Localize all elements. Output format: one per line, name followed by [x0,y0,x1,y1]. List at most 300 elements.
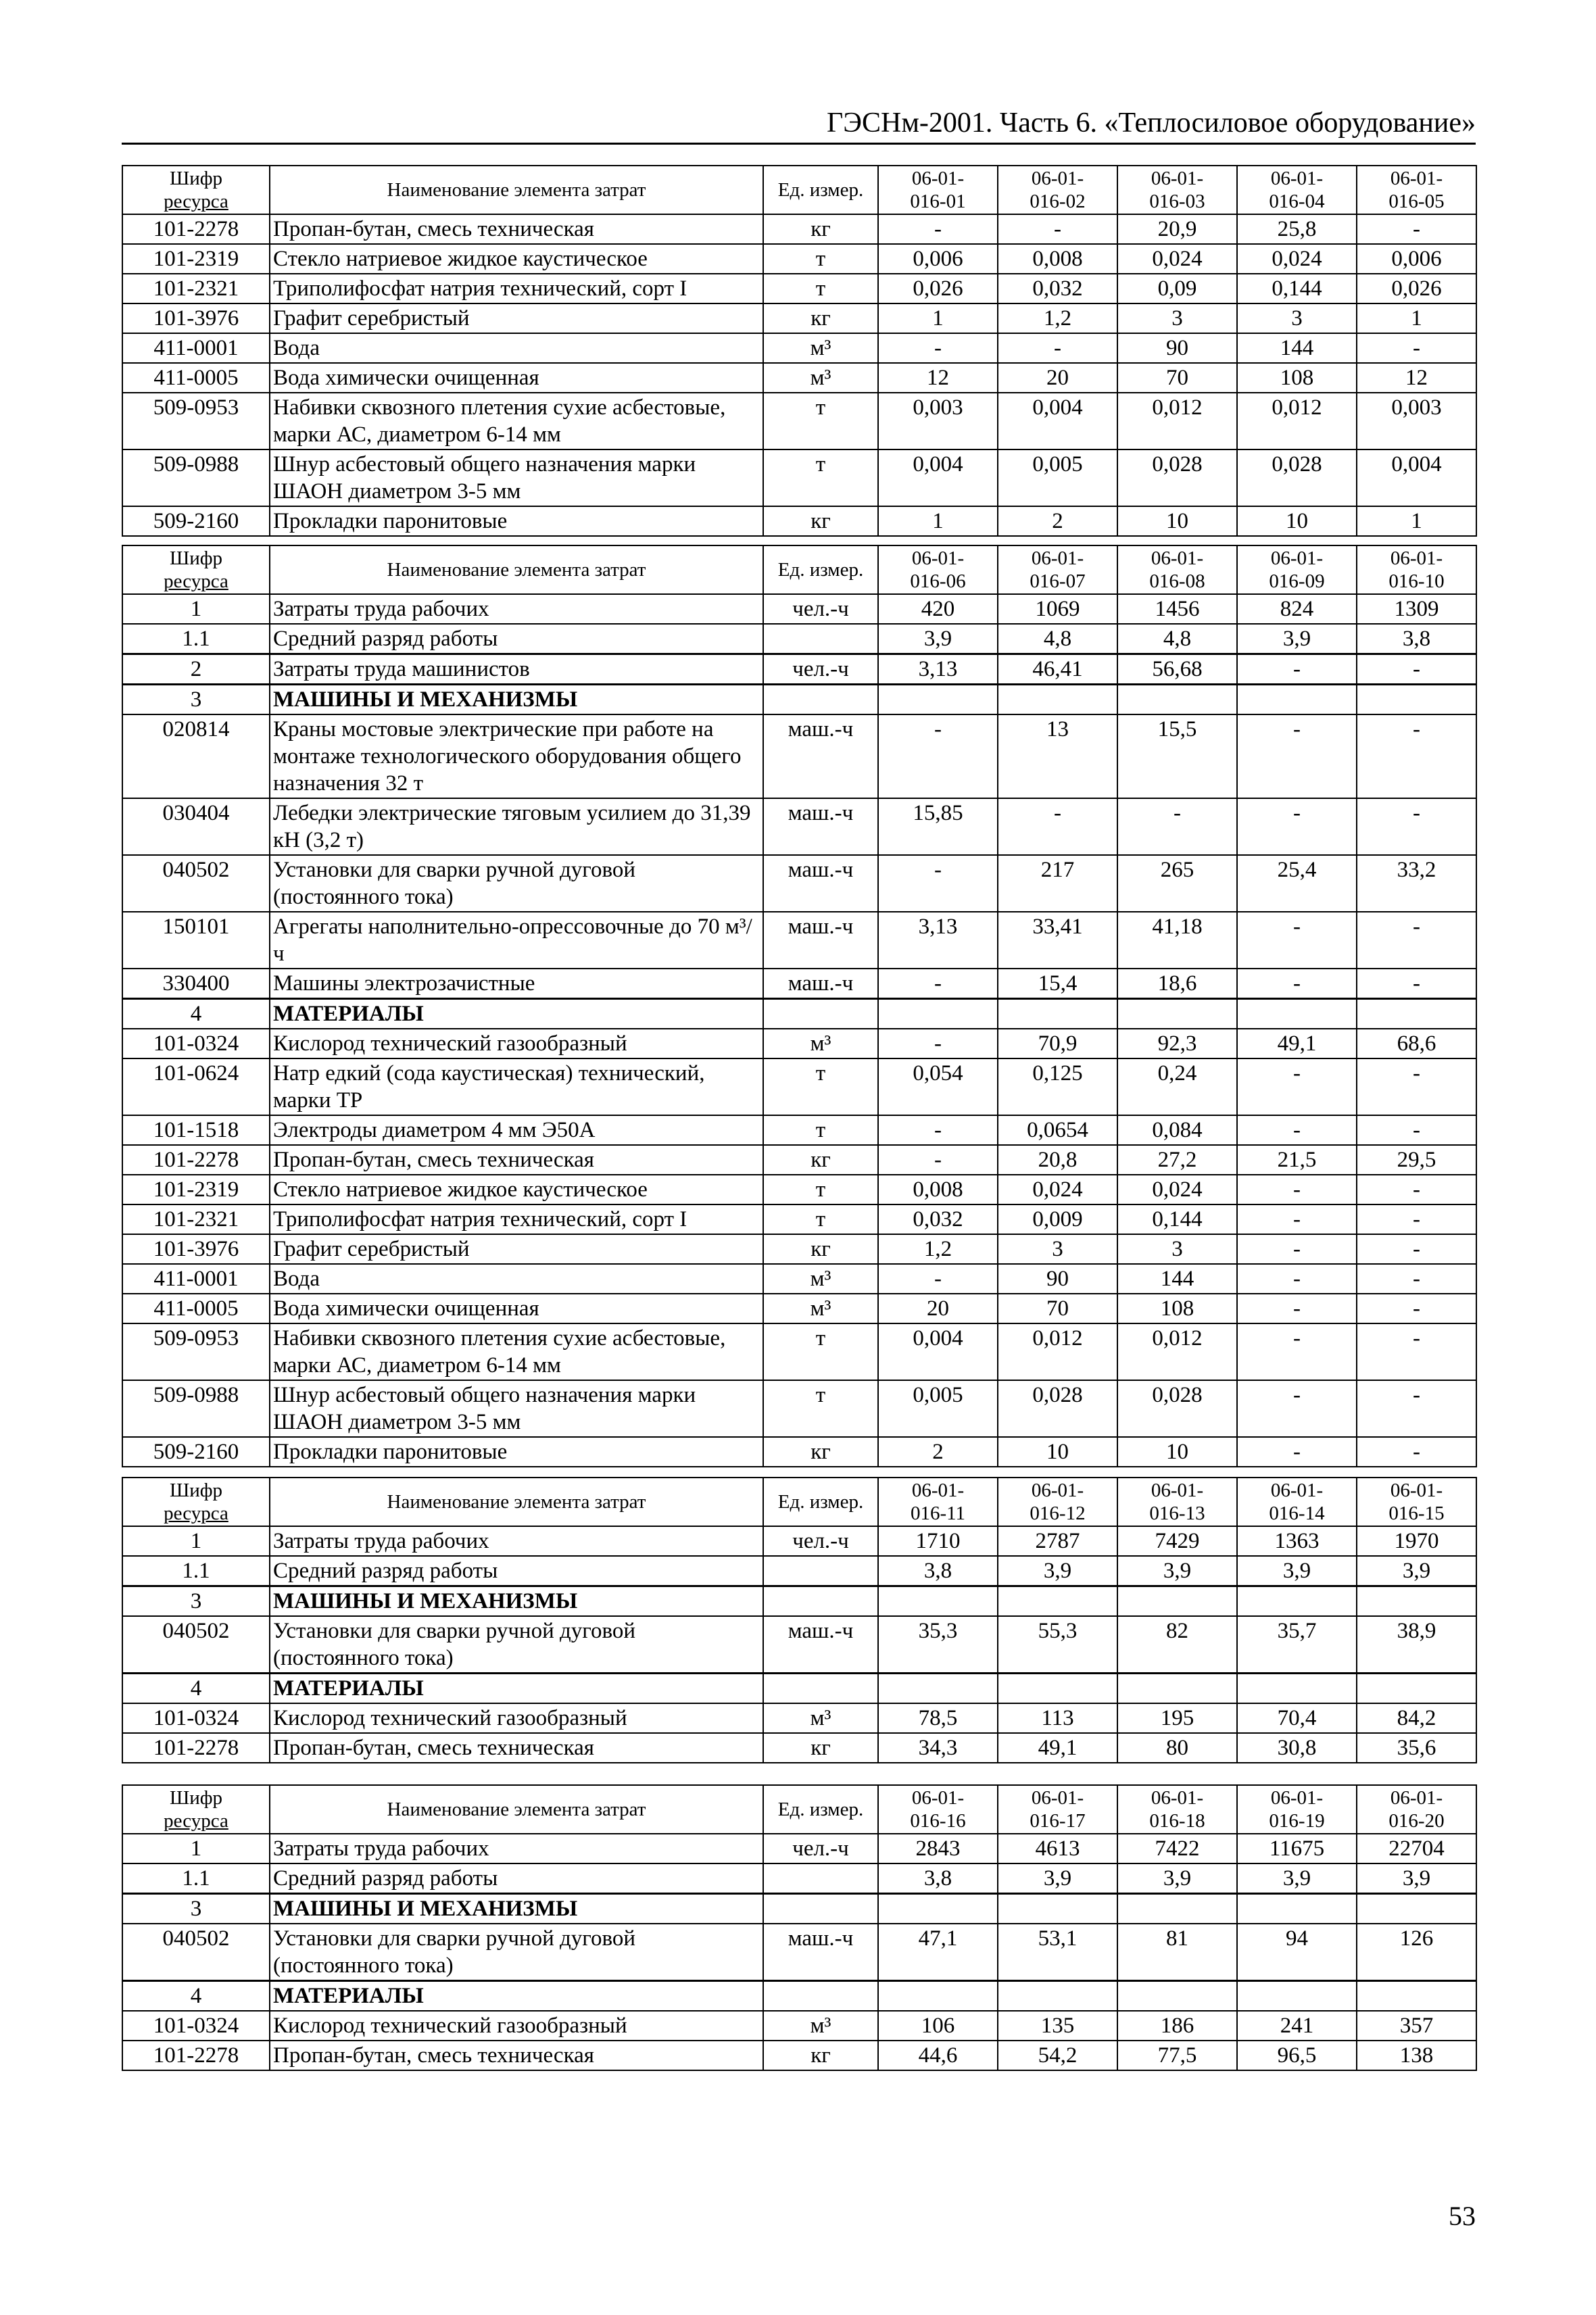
value-cell: 10 [1237,506,1357,536]
table-row [122,1924,1476,1981]
value-cell: 0,005 [878,1380,998,1437]
resource-name: Графит серебристый [270,1234,763,1264]
resource-name: Электроды диаметром 4 мм Э50А [270,1115,763,1145]
unit-cell: т [763,1380,878,1437]
name-column-header: Наименование элемента затрат [270,1478,763,1526]
value-cell [1117,685,1237,715]
value-cell: 3,9 [1237,1863,1357,1894]
resource-code: 509-0988 [122,449,270,506]
table-row [122,1264,1476,1294]
header-row [122,545,1476,594]
value-cell: 82 [1117,1616,1237,1674]
value-cell: 11675 [1237,1834,1357,1863]
value-cell [1237,1981,1357,2012]
value-cell [998,685,1117,715]
unit-cell: м³ [763,1029,878,1058]
value-cell [1117,999,1237,1029]
resource-code: 101-3976 [122,303,270,333]
resource-code: 101-2321 [122,1204,270,1234]
section-title: МАТЕРИАЛЫ [270,1674,763,1704]
resource-code: 101-2278 [122,2041,270,2070]
unit-cell: маш.-ч [763,969,878,999]
resource-name: Вода [270,333,763,363]
resource-code: 411-0005 [122,363,270,393]
table-row [122,1556,1476,1586]
page-number: 53 [1449,2201,1476,2231]
value-cell [998,999,1117,1029]
code-header-line1: Шифр [169,547,223,569]
value-cell: 2 [878,1437,998,1467]
resource-name: Вода [270,1264,763,1294]
unit-cell: чел.-ч [763,1834,878,1863]
unit-cell: маш.-ч [763,1616,878,1674]
value-cell: 78,5 [878,1703,998,1733]
value-cell: 0,144 [1237,274,1357,303]
resource-code: 411-0005 [122,1294,270,1323]
value-cell: 15,5 [1117,714,1237,798]
table-row [122,714,1476,798]
value-cell: - [1237,1058,1357,1115]
resource-code: 101-2278 [122,1145,270,1175]
value-cell: 20 [878,1294,998,1323]
value-cell: - [1237,969,1357,999]
value-cell: 0,024 [998,1175,1117,1204]
resource-code: 1 [122,594,270,624]
value-cell: - [1237,1437,1357,1467]
value-cell: 0,008 [998,244,1117,274]
unit-cell: маш.-ч [763,798,878,855]
table-row [122,1834,1476,1863]
unit-cell: маш.-ч [763,912,878,969]
value-cell: 0,24 [1117,1058,1237,1115]
value-cell: 35,3 [878,1616,998,1674]
value-cell [878,1894,998,1924]
value-cell: 4613 [998,1834,1117,1863]
value-cell: 4,8 [1117,624,1237,654]
resource-name: Пропан-бутан, смесь техническая [270,2041,763,2070]
resource-code: 411-0001 [122,333,270,363]
unit-cell: т [763,1058,878,1115]
resource-name: Средний разряд работы [270,624,763,654]
unit-cell: кг [763,1234,878,1264]
resource-name: Стекло натриевое жидкое каустическое [270,1175,763,1204]
value-cell: - [1237,1115,1357,1145]
value-cell [1357,1894,1476,1924]
table-row [122,333,1476,363]
resource-code: 101-0324 [122,1703,270,1733]
resource-code: 101-2321 [122,274,270,303]
resource-name: Вода химически очищенная [270,1294,763,1323]
unit-cell: т [763,1204,878,1234]
resource-code: 101-2278 [122,1733,270,1763]
resource-code: 101-0624 [122,1058,270,1115]
value-cell: - [1357,1058,1476,1115]
value-cell: 12 [1357,363,1476,393]
value-cell: 92,3 [1117,1029,1237,1058]
value-cell: 1363 [1237,1526,1357,1556]
value-cell: 3 [1237,303,1357,333]
value-cell: 53,1 [998,1924,1117,1981]
value-cell: 0,005 [998,449,1117,506]
resource-name: Установки для сварки ручной дуговой (постоянного тока) [270,855,763,912]
value-cell: - [1357,1115,1476,1145]
value-cell: 41,18 [1117,912,1237,969]
resource-table-3 [122,1477,1477,1763]
value-cell: 1 [1357,506,1476,536]
value-cell: 25,4 [1237,855,1357,912]
value-cell: - [1237,714,1357,798]
value-cell: - [1357,333,1476,363]
unit-cell: т [763,1323,878,1380]
value-cell: 56,68 [1117,654,1237,685]
value-cell: - [878,214,998,244]
resource-name: Прокладки паронитовые [270,1437,763,1467]
unit-cell: кг [763,214,878,244]
table-row [122,1115,1476,1145]
resource-code: 509-0988 [122,1380,270,1437]
unit-cell: маш.-ч [763,855,878,912]
norm-code-header: 06-01- 016-17 [998,1785,1117,1834]
resource-code: 3 [122,1894,270,1924]
value-cell: 1,2 [998,303,1117,333]
table-row [122,1616,1476,1674]
value-cell [998,1894,1117,1924]
code-column-header [122,166,270,214]
value-cell: 357 [1357,2011,1476,2041]
unit-column-header: Ед. измер. [763,166,878,214]
value-cell [878,1981,998,2012]
resource-code: 3 [122,685,270,715]
value-cell: 49,1 [998,1733,1117,1763]
table-row [122,1894,1476,1924]
header-rule [122,143,1476,145]
resource-name: Кислород технический газообразный [270,1029,763,1058]
resource-name: Вода химически очищенная [270,363,763,393]
value-cell [1357,1586,1476,1617]
unit-cell [763,1586,878,1617]
resource-name: Стекло натриевое жидкое каустическое [270,244,763,274]
resource-code: 101-1518 [122,1115,270,1145]
value-cell: 144 [1117,1264,1237,1294]
resource-code: 509-0953 [122,1323,270,1380]
resource-name: Набивки сквозного плетения сухие асбестовые, марки АС, диаметром 6-14 мм [270,1323,763,1380]
unit-cell [763,1674,878,1704]
value-cell [998,1586,1117,1617]
value-cell: 0,0654 [998,1115,1117,1145]
value-cell: - [1357,1294,1476,1323]
value-cell: - [878,1264,998,1294]
value-cell: 20,8 [998,1145,1117,1175]
value-cell [1357,685,1476,715]
norm-code-header: 06-01- 016-11 [878,1478,998,1526]
resource-code: 030404 [122,798,270,855]
value-cell: 0,024 [1117,244,1237,274]
value-cell: 70,4 [1237,1703,1357,1733]
value-cell [1237,1586,1357,1617]
norm-code-header: 06-01- 016-14 [1237,1478,1357,1526]
value-cell: 0,003 [878,393,998,449]
unit-cell [763,1894,878,1924]
value-cell: 3,8 [1357,624,1476,654]
value-cell: 0,004 [1357,449,1476,506]
header-row [122,1785,1476,1834]
resource-name: Агрегаты наполнительно-опрессовочные до 70 м³/ч [270,912,763,969]
value-cell: 3,9 [1237,624,1357,654]
table-row [122,1204,1476,1234]
resource-name: Прокладки паронитовые [270,506,763,536]
value-cell: 4,8 [998,624,1117,654]
value-cell: - [1357,1204,1476,1234]
resource-code: 040502 [122,1924,270,1981]
norm-code-header: 06-01- 016-19 [1237,1785,1357,1834]
resource-name: Средний разряд работы [270,1556,763,1586]
value-cell: - [1237,798,1357,855]
value-cell: 15,4 [998,969,1117,999]
table-row [122,1029,1476,1058]
norm-code-header: 06-01- 016-16 [878,1785,998,1834]
value-cell: 96,5 [1237,2041,1357,2070]
value-cell: 1069 [998,594,1117,624]
value-cell: 55,3 [998,1616,1117,1674]
unit-cell: т [763,1175,878,1204]
value-cell: 2787 [998,1526,1117,1556]
value-cell: 13 [998,714,1117,798]
value-cell: 0,012 [1117,393,1237,449]
resource-name: Средний разряд работы [270,1863,763,1894]
header-row [122,1478,1476,1526]
value-cell: 0,125 [998,1058,1117,1115]
value-cell: - [998,333,1117,363]
resource-code: 2 [122,654,270,685]
table-row [122,1437,1476,1467]
value-cell: - [1117,798,1237,855]
section-title: МАТЕРИАЛЫ [270,1981,763,2012]
value-cell: 33,2 [1357,855,1476,912]
unit-cell: кг [763,506,878,536]
norm-code-header: 06-01- 016-12 [998,1478,1117,1526]
unit-cell: т [763,1115,878,1145]
value-cell: 7422 [1117,1834,1237,1863]
norm-code-header: 06-01- 016-15 [1357,1478,1476,1526]
value-cell: 33,41 [998,912,1117,969]
value-cell: 3,9 [1237,1556,1357,1586]
value-cell: 0,012 [1117,1323,1237,1380]
value-cell: - [1357,1234,1476,1264]
value-cell: 195 [1117,1703,1237,1733]
code-header-line1: Шифр [169,1787,223,1809]
resource-name: Триполифосфат натрия технический, сорт I [270,1204,763,1234]
value-cell: 18,6 [1117,969,1237,999]
value-cell: 241 [1237,2011,1357,2041]
value-cell: 3 [998,1234,1117,1264]
value-cell: 70 [1117,363,1237,393]
resource-name: Установки для сварки ручной дуговой (постоянного тока) [270,1924,763,1981]
unit-column-header: Ед. измер. [763,545,878,594]
table-row [122,449,1476,506]
value-cell: - [878,969,998,999]
norm-code-header: 06-01- 016-01 [878,166,998,214]
value-cell: 420 [878,594,998,624]
value-cell: 0,004 [998,393,1117,449]
value-cell: - [878,855,998,912]
value-cell: - [998,798,1117,855]
value-cell: 3,13 [878,912,998,969]
value-cell: 0,012 [1237,393,1357,449]
norm-code-header: 06-01- 016-04 [1237,166,1357,214]
table-row [122,969,1476,999]
table-row [122,303,1476,333]
value-cell: 0,024 [1117,1175,1237,1204]
value-cell: 1456 [1117,594,1237,624]
value-cell: - [1357,969,1476,999]
value-cell: 0,144 [1117,1204,1237,1234]
resource-name: Краны мостовые электрические при работе на монтаже технологического оборудования общего назначения 32 т [270,714,763,798]
value-cell: 10 [998,1437,1117,1467]
value-cell: 0,028 [998,1380,1117,1437]
value-cell: 77,5 [1117,2041,1237,2070]
value-cell: - [1357,798,1476,855]
value-cell: 0,028 [1237,449,1357,506]
value-cell: 12 [878,363,998,393]
value-cell: 126 [1357,1924,1476,1981]
value-cell: 44,6 [878,2041,998,2070]
unit-cell: м³ [763,1264,878,1294]
table-row [122,654,1476,685]
value-cell: 35,6 [1357,1733,1476,1763]
value-cell: - [1237,1204,1357,1234]
value-cell: 0,084 [1117,1115,1237,1145]
resource-name: Шнур асбестовый общего назначения марки ШАОН диаметром 3-5 мм [270,449,763,506]
resource-name: Лебедки электрические тяговым усилием до 31,39 кН (3,2 т) [270,798,763,855]
value-cell: - [1357,654,1476,685]
value-cell: 0,028 [1117,1380,1237,1437]
section-title: МАШИНЫ И МЕХАНИЗМЫ [270,685,763,715]
value-cell [1357,1674,1476,1704]
unit-cell: маш.-ч [763,714,878,798]
value-cell: 3,9 [1357,1863,1476,1894]
value-cell: 22704 [1357,1834,1476,1863]
value-cell: 1 [878,303,998,333]
value-cell [878,685,998,715]
value-cell [1237,685,1357,715]
value-cell: 106 [878,2011,998,2041]
value-cell: 7429 [1117,1526,1237,1556]
resource-code: 101-0324 [122,1029,270,1058]
resource-name: Затраты труда рабочих [270,594,763,624]
value-cell: - [878,1145,998,1175]
value-cell: 108 [1117,1294,1237,1323]
value-cell: 47,1 [878,1924,998,1981]
resource-code: 3 [122,1586,270,1617]
table-row [122,1380,1476,1437]
unit-cell: маш.-ч [763,1924,878,1981]
resource-code: 101-0324 [122,2011,270,2041]
unit-cell: м³ [763,2011,878,2041]
unit-cell [763,1863,878,1894]
table-row [122,855,1476,912]
value-cell: 0,008 [878,1175,998,1204]
value-cell: 0,026 [1357,274,1476,303]
value-cell: 29,5 [1357,1145,1476,1175]
value-cell [878,1586,998,1617]
table-row [122,274,1476,303]
code-header-line1: Шифр [169,168,223,189]
value-cell [998,1674,1117,1704]
name-column-header: Наименование элемента затрат [270,1785,763,1834]
table-row [122,685,1476,715]
norm-code-header: 06-01- 016-07 [998,545,1117,594]
norm-code-header: 06-01- 016-10 [1357,545,1476,594]
norm-code-header: 06-01- 016-03 [1117,166,1237,214]
value-cell: 49,1 [1237,1029,1357,1058]
norm-code-header: 06-01- 016-09 [1237,545,1357,594]
value-cell: 1710 [878,1526,998,1556]
value-cell: 35,7 [1237,1616,1357,1674]
value-cell: 20 [998,363,1117,393]
resource-name: Натр едкий (сода каустическая) технический, марки ТР [270,1058,763,1115]
resource-name: Шнур асбестовый общего назначения марки ШАОН диаметром 3-5 мм [270,1380,763,1437]
unit-cell: т [763,274,878,303]
unit-cell: кг [763,1145,878,1175]
unit-cell: м³ [763,1703,878,1733]
table-row [122,798,1476,855]
value-cell: 0,004 [878,449,998,506]
value-cell: 3,8 [878,1556,998,1586]
value-cell [1237,1674,1357,1704]
value-cell: 34,3 [878,1733,998,1763]
table-row [122,214,1476,244]
table-row [122,1145,1476,1175]
norm-code-header: 06-01- 016-02 [998,166,1117,214]
value-cell [1237,999,1357,1029]
unit-cell: м³ [763,363,878,393]
header-row [122,166,1476,214]
value-cell: 38,9 [1357,1616,1476,1674]
page-header: ГЭСНм-2001. Часть 6. «Теплосиловое оборудование» [826,107,1476,139]
value-cell: 68,6 [1357,1029,1476,1058]
value-cell: 0,006 [1357,244,1476,274]
value-cell: 3,9 [1357,1556,1476,1586]
resource-code: 411-0001 [122,1264,270,1294]
resource-code: 1 [122,1834,270,1863]
resource-code: 1 [122,1526,270,1556]
value-cell [1117,1981,1237,2012]
resource-code: 150101 [122,912,270,969]
table-row [122,999,1476,1029]
unit-cell: т [763,449,878,506]
unit-cell: кг [763,1733,878,1763]
value-cell: 84,2 [1357,1703,1476,1733]
value-cell: - [998,214,1117,244]
resource-name: Затраты труда машинистов [270,654,763,685]
code-header-line1: Шифр [169,1480,223,1501]
resource-name: Кислород технический газообразный [270,1703,763,1733]
name-column-header: Наименование элемента затрат [270,166,763,214]
value-cell: 135 [998,2011,1117,2041]
value-cell: 3 [1117,1234,1237,1264]
table-row [122,1058,1476,1115]
value-cell: 1 [1357,303,1476,333]
table-row [122,244,1476,274]
table-row [122,624,1476,654]
table-row [122,1234,1476,1264]
value-cell: - [878,714,998,798]
resource-table-2 [122,545,1477,1467]
table-row [122,1863,1476,1894]
value-cell: - [1237,912,1357,969]
value-cell: - [1357,1175,1476,1204]
value-cell: 1309 [1357,594,1476,624]
